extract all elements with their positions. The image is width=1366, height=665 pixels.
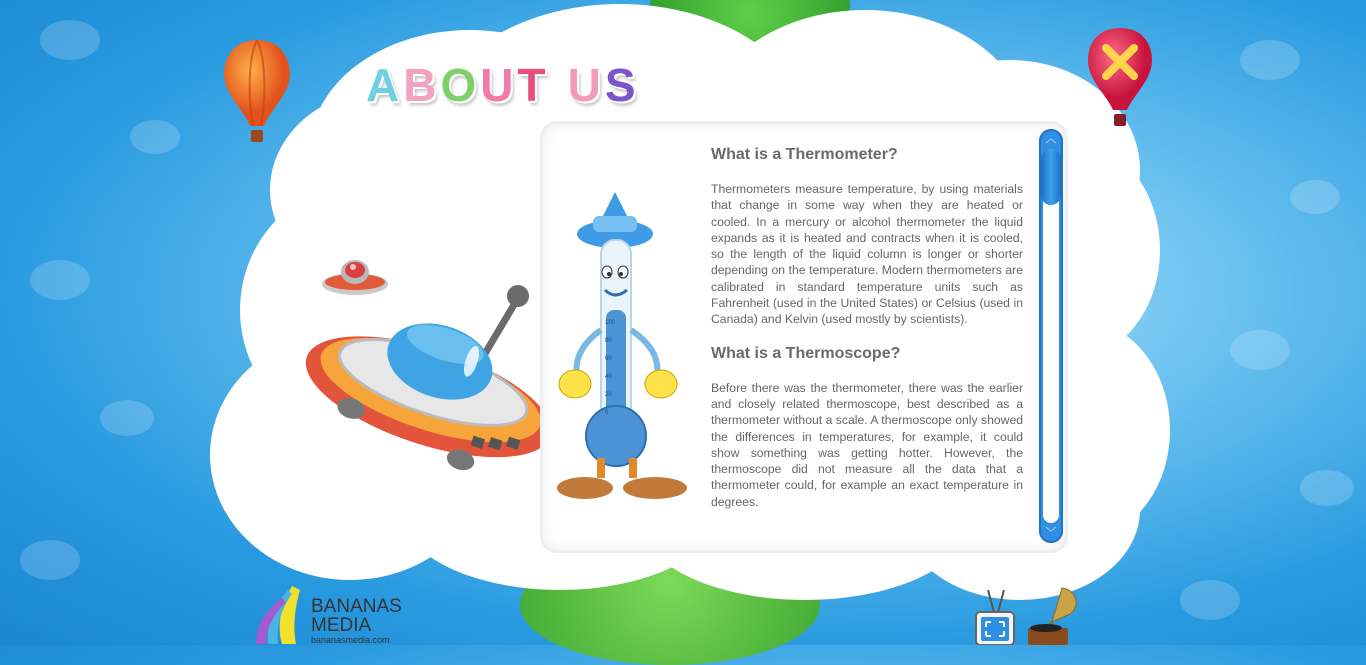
title-letter: O [440, 59, 481, 111]
title-letter: U [480, 59, 518, 111]
page-title [366, 58, 640, 112]
title-letter: B [403, 59, 441, 111]
scale-tick: 100 [605, 320, 616, 326]
scrollbar[interactable] [1039, 129, 1063, 543]
section-heading: What is a Thermometer? [711, 146, 898, 163]
close-button[interactable] [1086, 26, 1154, 130]
bananas-media-logo [252, 584, 308, 645]
thermometer-scale [605, 314, 625, 422]
chevron-down-icon: ﹀ [1045, 527, 1057, 539]
logo-url: bananasmedia.com [311, 635, 390, 645]
scroll-thumb[interactable] [1041, 149, 1061, 205]
hot-air-balloon-icon [222, 38, 292, 148]
section-heading: What is a Thermoscope? [711, 344, 901, 362]
gramophone-sound-icon [1022, 586, 1080, 645]
scroll-up-button[interactable] [1039, 130, 1063, 148]
scale-tick: 60 [605, 356, 612, 362]
logo-line1: BANANAS [311, 596, 402, 617]
logo-text [311, 597, 402, 635]
scroll-down-button[interactable] [1039, 524, 1063, 542]
scale-tick: 80 [605, 338, 612, 344]
about-panel [543, 124, 1065, 550]
ufo-icon [300, 282, 560, 482]
fullscreen-tv-icon [974, 588, 1016, 645]
title-letter: T [517, 59, 550, 111]
title-letter: S [604, 59, 640, 111]
scale-tick: 20 [605, 392, 612, 398]
title-letter: U [567, 59, 605, 111]
section-body: Thermometers measure temperature, by using materials that change in some way when they are heated or cooled. In a mercury or alcohol thermometer the liquid expands as it is heated and contracts when it is cooled, so the length of the liquid column is longer or shorter depending on the temperature. Modern thermometers are calibrated in standard temperature units such as Fahrenheit (used in the United States) or Celsius (used in Canada) and Kelvin (used mostly by scientists). [711, 182, 1023, 327]
article-content [711, 146, 1023, 527]
title-letter: A [366, 59, 404, 111]
scroll-track[interactable] [1043, 149, 1059, 523]
section-body: Before there was the thermometer, there was the earlier and closely related thermoscope, best described as a thermometer without a scale. A thermoscope only showed the differences in temperatures, for example, it could show something was getting hotter. However, the thermoscope did not measure all the data that a thermometer could, for example an exact temperature in degrees. [711, 380, 1023, 509]
scale-tick: 40 [605, 374, 612, 380]
logo-line2: MEDIA [311, 615, 372, 636]
sound-button[interactable] [1022, 586, 1080, 645]
fullscreen-button[interactable] [974, 588, 1016, 645]
close-balloon-icon [1086, 26, 1154, 130]
scale-tick: 0 [605, 410, 609, 416]
chevron-up-icon: ︿ [1045, 133, 1057, 145]
